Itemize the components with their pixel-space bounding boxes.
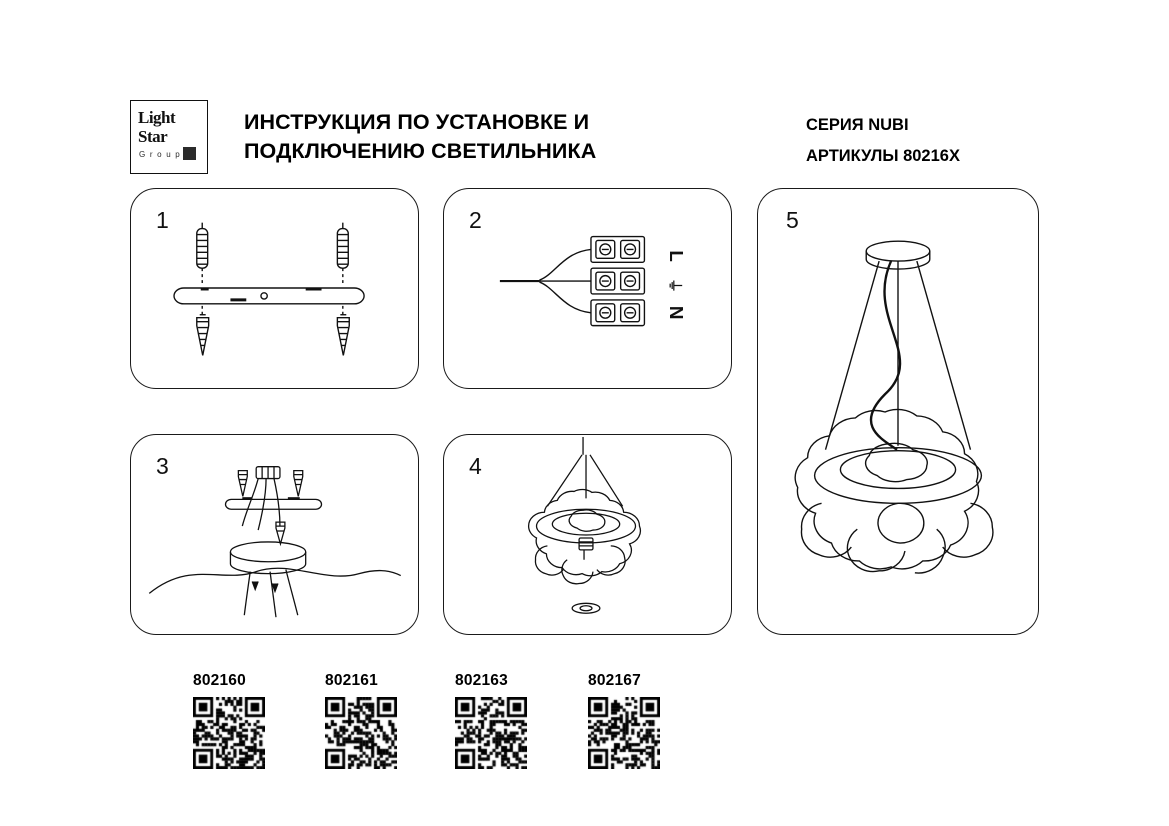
step-number-5: 5	[786, 207, 799, 233]
step-3-illustration	[131, 435, 418, 634]
qr-label: 802163	[455, 672, 508, 689]
page-title-line1: ИНСТРУКЦИЯ ПО УСТАНОВКЕ И	[244, 110, 590, 134]
step-number-2: 2	[469, 207, 482, 233]
article-label: АРТИКУЛЫ 80216Х	[806, 147, 960, 165]
logo-text-star: Star	[138, 127, 168, 146]
logo-text-group: G r o u p	[139, 150, 181, 159]
step-panel-4	[443, 434, 732, 635]
step-4-illustration	[444, 435, 731, 634]
logo-square-mark	[183, 147, 196, 160]
qr-item	[455, 672, 590, 769]
brand-logo	[130, 100, 208, 174]
qr-code-row	[130, 672, 750, 802]
qr-code-image[interactable]	[455, 697, 527, 769]
qr-code-image[interactable]	[193, 697, 265, 769]
step-2-illustration	[444, 189, 731, 388]
step-panel-3	[130, 434, 419, 635]
step-number-4: 4	[469, 453, 482, 479]
page-title-line2: ПОДКЛЮЧЕНИЮ СВЕТИЛЬНИКА	[244, 139, 597, 163]
logo-text-light: Light	[138, 108, 176, 127]
step-5-illustration	[758, 189, 1038, 634]
step-panel-5	[757, 188, 1039, 635]
qr-code-image[interactable]	[588, 697, 660, 769]
qr-item	[193, 672, 328, 769]
qr-code-image[interactable]	[325, 697, 397, 769]
step-number-1: 1	[156, 207, 169, 233]
step-panel-2	[443, 188, 732, 389]
terminal-label-earth: ⏚	[666, 278, 683, 293]
step-1-illustration	[131, 189, 418, 388]
terminal-label-live: L	[666, 250, 688, 262]
step-panel-1	[130, 188, 419, 389]
page-title	[244, 108, 714, 166]
series-label: СЕРИЯ NUBI	[806, 116, 909, 134]
qr-item	[588, 672, 723, 769]
qr-label: 802160	[193, 672, 246, 689]
qr-label: 802161	[325, 672, 378, 689]
qr-label: 802167	[588, 672, 641, 689]
logo-inner	[137, 106, 203, 170]
step-number-3: 3	[156, 453, 169, 479]
document-header	[0, 46, 1169, 165]
terminal-label-neutral: N	[666, 305, 688, 320]
qr-item	[325, 672, 460, 769]
